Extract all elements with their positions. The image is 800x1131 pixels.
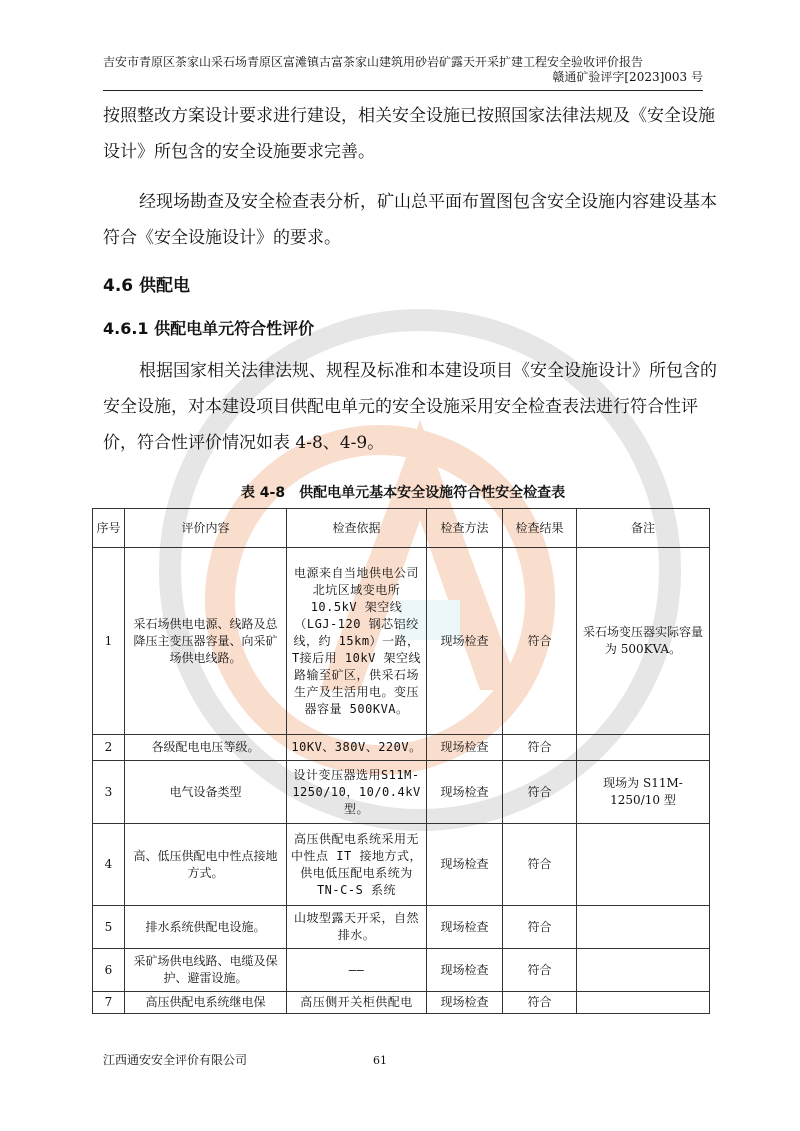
safety-check-table xyxy=(92,508,710,1014)
page-number: 61 xyxy=(373,1054,387,1067)
cell-content: 各级配电电压等级。 xyxy=(125,735,287,761)
cell-result: 符合 xyxy=(503,735,577,761)
cell-method: 现场检查 xyxy=(427,548,503,735)
cell-basis: 10KV、380V、220V。 xyxy=(287,735,427,761)
cell-method: 现场检查 xyxy=(427,906,503,949)
cell-method: 现场检查 xyxy=(427,735,503,761)
table-row xyxy=(93,824,710,906)
section-heading: 4.6 供配电 xyxy=(103,276,191,296)
cell-content: 排水系统供配电设施。 xyxy=(125,906,287,949)
cell-note xyxy=(577,735,710,761)
cell-note xyxy=(577,906,710,949)
table-row xyxy=(93,761,710,824)
cell-note xyxy=(577,949,710,992)
cell-result: 符合 xyxy=(503,824,577,906)
paragraph-2: 经现场勘查及安全检查表分析，矿山总平面布置图包含安全设施内容建设基本符合《安全设施设计》的要求。 xyxy=(103,192,717,248)
page-header xyxy=(103,55,703,85)
cell-method: 现场检查 xyxy=(427,992,503,1014)
cell-no: 4 xyxy=(93,824,125,906)
paragraph-3: 根据国家相关法律法规、规程及标准和本建设项目《安全设施设计》所包含的安全设施，对本建设项目供配电单元的安全设施采用安全检查表法进行符合性评价，符合性评价情况如表 4-8、4-9。 xyxy=(103,361,717,453)
cell-content: 高、低压供配电中性点接地方式。 xyxy=(125,824,287,906)
cell-note: 采石场变压器实际容量为 500KVA。 xyxy=(577,548,710,735)
header-content: 评价内容 xyxy=(125,509,287,548)
header-title: 吉安市青原区茶家山采石场青原区富滩镇古富茶家山建筑用砂岩矿露天开采扩建工程安全验收评价报告 xyxy=(103,55,644,69)
cell-content: 采矿场供电线路、电缆及保护、避雷设施。 xyxy=(125,949,287,992)
cell-no: 7 xyxy=(93,992,125,1014)
cell-content: 采石场供电电源、线路及总降压主变压器容量、向采矿场供电线路。 xyxy=(125,548,287,735)
cell-basis: 电源来自当地供电公司北坑区域变电所10.5kV 架空线（LGJ-120 钢芯铝绞线，约 15km）一路，T接后用 10kV 架空线路输至矿区，供采石场生产及生活用电。变压器容量 500KVA。 xyxy=(287,548,427,735)
cell-note xyxy=(577,992,710,1014)
cell-no: 5 xyxy=(93,906,125,949)
cell-no: 2 xyxy=(93,735,125,761)
header-basis: 检查依据 xyxy=(287,509,427,548)
header-note: 备注 xyxy=(577,509,710,548)
cell-basis: 山坡型露天开采，自然排水。 xyxy=(287,906,427,949)
cell-basis: 高压供配电系统采用无中性点 IT 接地方式，供电低压配电系统为 TN-C-S 系统 xyxy=(287,824,427,906)
cell-content: 高压供配电系统继电保 xyxy=(125,992,287,1014)
table-header-row xyxy=(93,509,710,548)
header-divider xyxy=(103,90,703,91)
cell-content: 电气设备类型 xyxy=(125,761,287,824)
cell-result: 符合 xyxy=(503,548,577,735)
cell-result: 符合 xyxy=(503,992,577,1014)
cell-method: 现场检查 xyxy=(427,761,503,824)
header-method: 检查方法 xyxy=(427,509,503,548)
cell-basis: 高压侧开关柜供配电 xyxy=(287,992,427,1014)
header-result: 检查结果 xyxy=(503,509,577,548)
cell-note: 现场为 S11M-1250/10 型 xyxy=(577,761,710,824)
table-row xyxy=(93,548,710,735)
table-row xyxy=(93,992,710,1014)
cell-method: 现场检查 xyxy=(427,949,503,992)
table-row xyxy=(93,949,710,992)
cell-result: 符合 xyxy=(503,906,577,949)
table-caption: 表 4-8 供配电单元基本安全设施符合性安全检查表 xyxy=(240,485,566,501)
cell-basis: 设计变压器选用S11M-1250/10，10/0.4kV 型。 xyxy=(287,761,427,824)
cell-note xyxy=(577,824,710,906)
header-no: 序号 xyxy=(93,509,125,548)
cell-no: 6 xyxy=(93,949,125,992)
subsection-heading: 4.6.1 供配电单元符合性评价 xyxy=(103,319,315,338)
cell-no: 3 xyxy=(93,761,125,824)
cell-basis: —— xyxy=(287,949,427,992)
cell-no: 1 xyxy=(93,548,125,735)
footer-company: 江西通安安全评价有限公司 xyxy=(103,1053,248,1067)
paragraph-1: 按照整改方案设计要求进行建设，相关安全设施已按照国家法律法规及《安全设施设计》所包含的安全设施要求完善。 xyxy=(103,106,715,162)
header-doc-number: 赣通矿验评字[2023]003 号 xyxy=(552,70,703,84)
cell-method: 现场检查 xyxy=(427,824,503,906)
table-row xyxy=(93,906,710,949)
table-row xyxy=(93,735,710,761)
cell-result: 符合 xyxy=(503,949,577,992)
cell-result: 符合 xyxy=(503,761,577,824)
